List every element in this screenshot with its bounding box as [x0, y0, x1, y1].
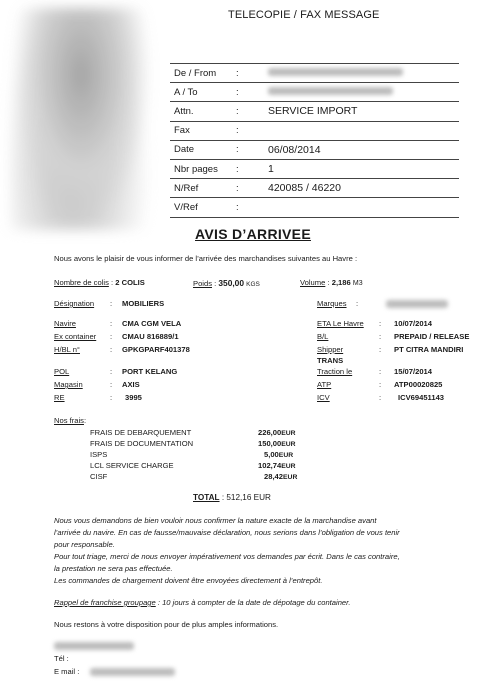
fax-row-nref: [170, 179, 459, 198]
summary-colis: [54, 278, 145, 287]
fax-label: V/Ref: [170, 198, 236, 217]
fax-value-redacted: [268, 64, 459, 83]
shipper-label: Shipper: [317, 345, 344, 354]
colon: :: [111, 278, 114, 287]
fax-value-redacted: [268, 83, 459, 102]
note-line: l’arrivée du navire. En cas de fausse/mauvaise déclaration, nous serions dans l’obligation de vous tenir: [54, 528, 400, 537]
designation-value: MOBILIERS: [122, 299, 165, 308]
frais-item-name: FRAIS DE DEBARQUEMENT: [90, 428, 192, 437]
pol-label: POL: [54, 367, 70, 376]
fax-value: 06/08/2014: [268, 140, 459, 159]
bl-value: PREPAID / RELEASE: [394, 332, 470, 341]
colon: :: [356, 299, 359, 308]
marques-label: Marques: [317, 299, 347, 308]
fax-row-from: [170, 64, 459, 83]
closing-text: Nous restons à votre disposition pour de plus amples informations.: [54, 620, 279, 629]
poids-value: 350,00: [218, 278, 244, 288]
document-title: AVIS D’ARRIVEE: [195, 226, 311, 242]
frais-item-amount: [258, 439, 296, 448]
poids-label: Poids: [193, 279, 212, 288]
atp-label: ATP: [317, 380, 332, 389]
note-line: Pour tout triage, merci de nous envoyer impérativement vos demandes par écrit. Dans le cas contraire,: [54, 552, 400, 561]
fax-row-pages: [170, 159, 459, 178]
shipper-value-cont: TRANS: [317, 356, 344, 365]
icv-label: ICV: [317, 393, 330, 402]
currency: EUR: [281, 430, 296, 437]
frais-item-amount: [264, 450, 293, 459]
re-value: 3995: [125, 393, 142, 402]
poids-unit: KGS: [246, 281, 260, 288]
rappel-line: [54, 598, 351, 607]
volume-unit: M3: [352, 280, 363, 287]
fax-label: De / From: [170, 64, 236, 83]
bl-label: B/L: [317, 332, 329, 341]
fax-label: N/Ref: [170, 179, 236, 198]
frais-item-amount: [258, 428, 296, 437]
fax-colon: :: [236, 140, 268, 159]
volume-value: 2,186: [331, 278, 351, 287]
amount: 5,00: [264, 450, 279, 459]
total-label: TOTAL: [193, 493, 220, 502]
fax-value: 420085 / 46220: [268, 179, 459, 198]
atp-value: ATP00020825: [394, 380, 443, 389]
total-line: [193, 493, 271, 502]
fax-label: Fax: [170, 121, 236, 140]
colon: :: [110, 345, 113, 354]
colon: :: [327, 278, 330, 287]
fax-header-table: [170, 63, 459, 218]
fax-row-vref: [170, 198, 459, 217]
colon: :: [110, 393, 113, 402]
colon: :: [110, 332, 113, 341]
amount: 102,74: [258, 461, 282, 470]
note-line: la prestation ne sera pas effectuée.: [54, 564, 173, 573]
container-value: CMAU 816889/1: [122, 332, 179, 341]
redaction-block: [386, 300, 448, 308]
total-value: : 512,16 EUR: [221, 493, 271, 502]
colon: :: [379, 345, 382, 354]
eta-label: ETA Le Havre: [317, 319, 364, 328]
fax-colon: :: [236, 102, 268, 121]
fax-colon: :: [236, 64, 268, 83]
traction-value: 15/07/2014: [394, 367, 433, 376]
shipper-value: PT CITRA MANDIRI: [394, 345, 464, 354]
colis-label: Nombre de colis: [54, 278, 109, 287]
fax-value: SERVICE IMPORT: [268, 102, 459, 121]
tel-label: Tél :: [54, 654, 69, 663]
navire-value: CMA CGM VELA: [122, 319, 182, 328]
company-logo-blurred: [10, 8, 152, 230]
fax-label: Nbr pages: [170, 159, 236, 178]
fax-colon: :: [236, 121, 268, 140]
note-line: Les commandes de chargement doivent être envoyées directement à l’entrepôt.: [54, 576, 323, 585]
colon: :: [110, 367, 113, 376]
fax-row-date: [170, 140, 459, 159]
re-label: RE: [54, 393, 65, 402]
colon: :: [83, 416, 87, 425]
frais-item-name: CISF: [90, 472, 108, 481]
note-line: pour responsable.: [54, 540, 115, 549]
currency: EUR: [278, 452, 294, 459]
fax-colon: :: [236, 179, 268, 198]
email-label: E mail :: [54, 667, 80, 676]
frais-label: Nos frais: [54, 416, 84, 425]
container-label: Ex container: [54, 332, 97, 341]
pol-value: PORT KELANG: [122, 367, 178, 376]
currency: EUR: [281, 463, 296, 470]
colon: :: [110, 299, 113, 308]
fax-value: [268, 198, 459, 217]
fax-value: [268, 121, 459, 140]
magasin-label: Magasin: [54, 380, 83, 389]
rappel-text: : 10 jours à compter de la date de dépotage du container.: [155, 598, 351, 607]
hbl-label: H/BL n°: [54, 345, 80, 354]
fax-row-attn: [170, 102, 459, 121]
rappel-label: Rappel de franchise groupage: [54, 598, 156, 607]
frais-item-name: FRAIS DE DOCUMENTATION: [90, 439, 194, 448]
colon: :: [110, 380, 113, 389]
traction-label: Traction le: [317, 367, 353, 376]
redaction-block: [90, 668, 175, 676]
amount: 28,42: [264, 472, 284, 481]
eta-value: 10/07/2014: [394, 319, 433, 328]
colon: :: [379, 367, 382, 376]
currency: EUR: [281, 441, 296, 448]
frais-item-amount: [264, 472, 297, 481]
amount: 150,00: [258, 439, 282, 448]
hbl-value: GPKGPARF401378: [122, 345, 190, 354]
frais-item-name: LCL SERVICE CHARGE: [90, 461, 174, 470]
colon: :: [379, 380, 382, 389]
colon: :: [379, 319, 382, 328]
fax-label: A / To: [170, 83, 236, 102]
fax-label: Date: [170, 140, 236, 159]
fax-colon: :: [236, 83, 268, 102]
designation-label: Désignation: [54, 299, 95, 308]
fax-value: 1: [268, 159, 459, 178]
colon: :: [379, 332, 382, 341]
frais-item-name: ISPS: [90, 450, 108, 459]
fax-colon: :: [236, 198, 268, 217]
frais-heading: [54, 416, 86, 425]
fax-colon: :: [236, 159, 268, 178]
redaction-block: [54, 642, 134, 650]
colis-value: 2 COLIS: [115, 278, 145, 287]
magasin-value: AXIS: [122, 380, 140, 389]
colon: :: [110, 319, 113, 328]
currency: EUR: [283, 474, 298, 481]
redaction-block: [268, 87, 393, 95]
fax-title: TELECOPIE / FAX MESSAGE: [228, 9, 380, 21]
frais-item-amount: [258, 461, 296, 470]
colon: :: [214, 279, 217, 288]
summary-volume: [300, 278, 363, 287]
intro-text: Nous avons le plaisir de vous informer de l’arrivée des marchandises suivantes au Havre :: [54, 254, 358, 263]
navire-label: Navire: [54, 319, 76, 328]
icv-value: ICV69451143: [398, 393, 445, 402]
amount: 226,00: [258, 428, 282, 437]
redaction-block: [268, 68, 403, 76]
summary-poids: [193, 278, 260, 288]
volume-label: Volume: [300, 278, 326, 287]
colon: :: [379, 393, 382, 402]
fax-row-to: [170, 83, 459, 102]
note-line: Nous vous demandons de bien vouloir nous confirmer la nature exacte de la marchandise avant: [54, 516, 377, 525]
fax-row-fax: [170, 121, 459, 140]
fax-label: Attn.: [170, 102, 236, 121]
